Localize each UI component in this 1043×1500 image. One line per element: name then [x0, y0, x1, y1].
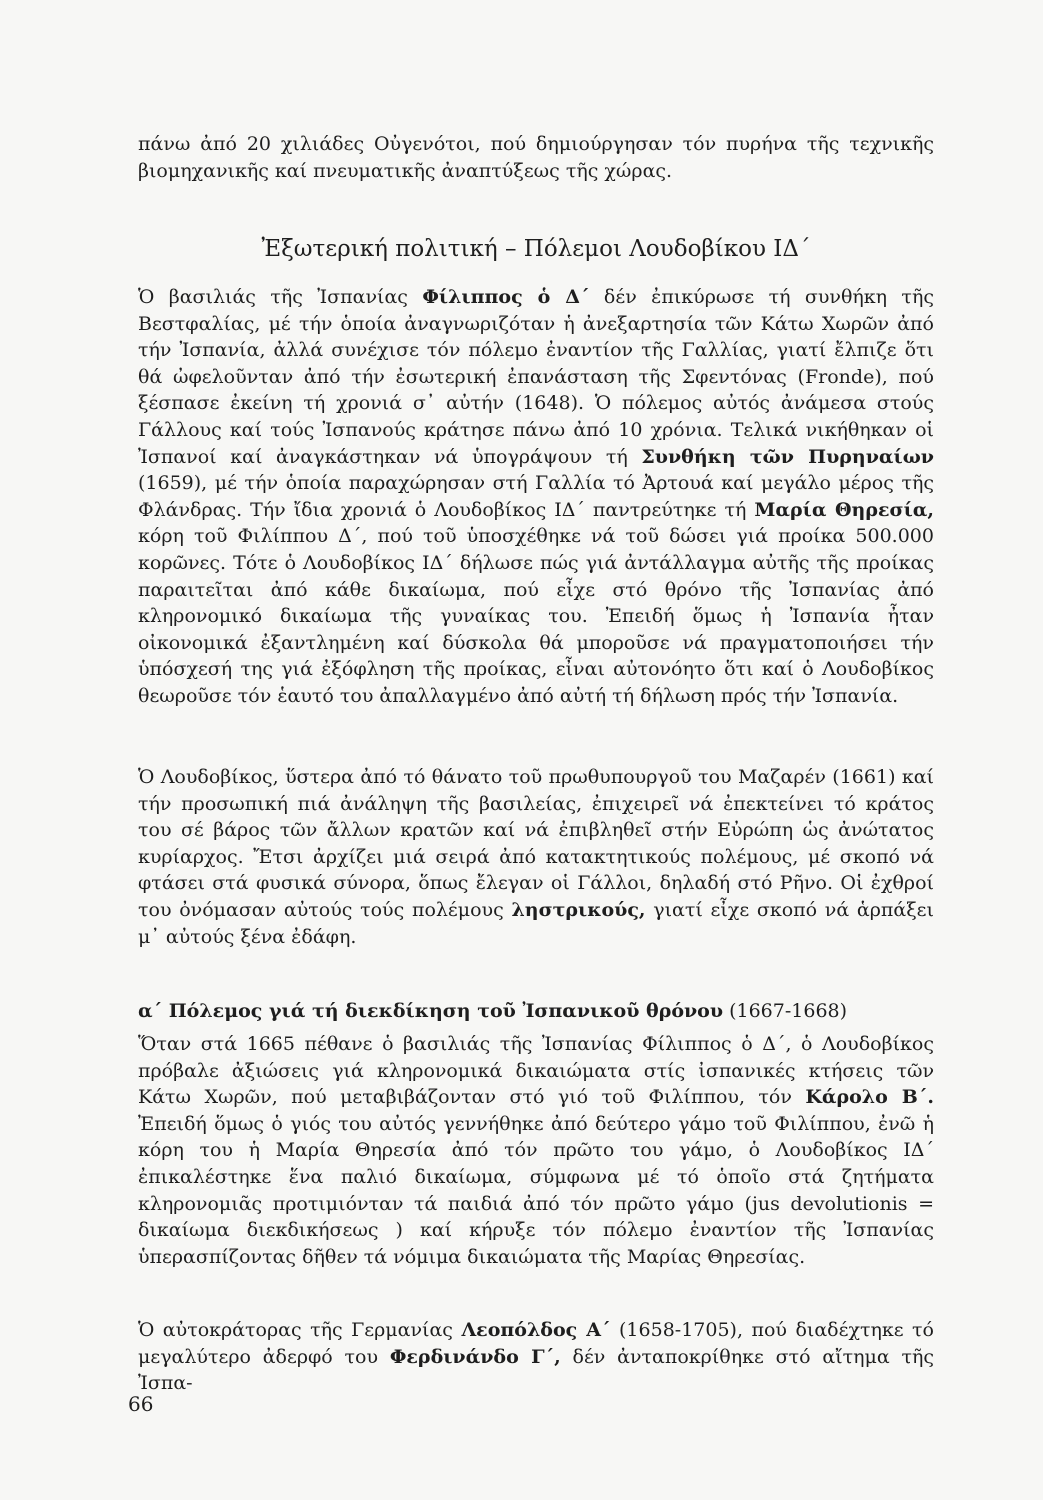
page-number: 66 — [128, 1392, 154, 1416]
text-run: δέν ἀνταποκρίθηκε στό αἴτημα τῆς Ἰσπα- — [138, 1345, 934, 1395]
subheading-bold: α΄ Πόλεμος γιά τή διεκδίκηση τοῦ Ἰσπανικοῦ θρόνου — [138, 1000, 724, 1022]
text-run: Ὁ Λουδοβίκος, ὕστερα ἀπό τό θάνατο τοῦ πρωθυπουργοῦ του Μαζαρέν (1661) καί τήν προσωπική πιά ἀνάληψη τῆς βασιλείας, ἐπιχειρεῖ νά ἐπεκτείνει τό κράτος του σέ βάρος τῶν ἄλλων κρατῶν καί νά ἐπιβληθεῖ στήν Εὐρώπη ὡς ἀνώτατος κυρίαρχος. Ἔτσι ἀρχίζει μιά σειρά ἀπό κατακτητικούς πολέμους, μέ σκοπό νά φτάσει στά φυσικά σύνορα, ὅπως ἔλεγαν οἱ Γάλλοι, δηλαδή στό Ρῆνο. Οἱ ἐχθροί του ὀνόμασαν αὐτούς τούς πολέμους — [138, 766, 934, 921]
bold-term-philip: Φίλιππος ὁ Δ΄ — [422, 286, 590, 308]
text-run: δέν ἐπικύρωσε τή συνθήκη τῆς Βεστφαλίας, μέ τήν ὁποία ἀναγνωριζόταν ἡ ἀνεξαρτησία τῶν Κάτω Χωρῶν ἀπό τήν Ἰσπανία, ἀλλά συνέχισε τόν πόλεμο ἐναντίον τῆς Γαλλίας, γιατί ἔλπιζε ὅτι θά ὠφελοῦνταν ἀπό τήν ἐσωτερική ἐπανάσταση τῆς Σφεντόνας (Fronde), πού ξέσπασε ἐκείνη τή χρονιά σ᾽ αὐτήν (1648). Ὁ πόλεμος αὐτός ἀνάμεσα στούς Γάλλους καί τούς Ἰσπανούς κράτησε πάνω ἀπό 10 χρόνια. Τελικά νικήθηκαν οἱ Ἰσπανοί καί ἀναγκάστηκαν νά ὑπογράψουν τή — [138, 286, 934, 468]
paragraph-philip — [138, 284, 934, 710]
paragraph-louis-wars — [138, 764, 934, 950]
bold-term-charles: Κάρολο Β΄. — [805, 1086, 934, 1109]
intro-paragraph — [138, 131, 934, 184]
bold-term-pyrenees-treaty: Συνθήκη τῶν Πυρηναίων — [641, 445, 934, 468]
text-run: (1658-1705), πού διαδέχτηκε τό μεγαλύτερο ἀδερφό του — [138, 1319, 934, 1368]
subheading-dates: (1667-1668) — [723, 1000, 848, 1022]
intro-text: πάνω ἀπό 20 χιλιάδες Οὐγενότοι, πού δημιούργησαν τόν πυρήνα τῆς τεχνικῆς βιομηχανικῆς καί πνευματικῆς ἀναπτύξεως τῆς χώρας. — [138, 133, 934, 182]
paragraph-devolution — [138, 1031, 934, 1270]
bold-term-ferdinand: Φερδινάνδο Γ΄, — [389, 1345, 561, 1368]
bold-term-maria-theresa: Μαρία Θηρεσία, — [754, 498, 934, 521]
text-run: Ὁ αὐτοκράτορας τῆς Γερμανίας — [138, 1319, 462, 1341]
text-run: Ἐπειδή ὅμως ὁ γιός του αὐτός γεννήθηκε ἀπό δεύτερο γάμο τοῦ Φιλίππου, ἐνῶ ἡ κόρη του ἡ Μαρία Θηρεσία ἀπό τόν πρῶτο του γάμο, ὁ Λουδοβίκος ΙΔ΄ ἐπικαλέστηκε ἕνα παλιό δικαίωμα, σύμφωνα μέ τό ὁποῖο στά ζητήματα κληρονομιᾶς προτιμιόνταν τά παιδιά ἀπό τόν πρῶτο γάμο (jus devolutionis = δικαίωμα διεκδικήσεως ) καί κήρυξε τόν πόλεμο ἐναντίον τῆς Ἰσπανίας ὑπερασπίζοντας δῆθεν τά νόμιμα δικαιώματα τῆς Μαρίας Θηρεσίας. — [138, 1112, 934, 1268]
bold-term-leopold: Λεοπόλδος Α΄ — [461, 1319, 611, 1341]
text-run: Ὅταν στά 1665 πέθανε ὁ βασιλιάς τῆς Ἰσπανίας Φίλιππος ὁ Δ΄, ὁ Λουδοβίκος πρόβαλε ἀξιώσεις γιά κληρονομικά δικαιώματα στίς ἰσπανικές κτήσεις τῶν Κάτω Χωρῶν, πού μεταβιβάζονταν στό γιό τοῦ Φιλίππου, τόν — [138, 1033, 934, 1109]
subheading — [138, 998, 934, 1024]
bold-term-predatory: ληστρικούς, — [511, 898, 646, 921]
text-run: κόρη τοῦ Φιλίππου Δ΄, πού τοῦ ὑποσχέθηκε νά τοῦ δώσει γιά προίκα 500.000 κορῶνες. Τότε ὁ Λουδοβίκος ΙΔ΄ δήλωσε πώς γιά ἀντάλλαγμα αὐτῆς τῆς προίκας παραιτεῖται ἀπό κάθε δικαίωμα, πού εἶχε στό θρόνο τῆς Ἰσπανίας ἀπό κληρονομικό δικαίωμα τῆς γυναίκας του. Ἐπειδή ὅμως ἡ Ἰσπανία ἦταν οἰκονομικά ἐξαντλημένη καί δύσκολα θά μποροῦσε νά πραγματοποιήσει τήν ὑπόσχεσή της γιά ἐξόφληση τῆς προίκας, εἶναι αὐτονόητο ὅτι καί ὁ Λουδοβίκος θεωροῦσε τόν ἑαυτό του ἀπαλλαγμένο ἀπό αὐτή τή δήλωση πρός τήν Ἰσπανία. — [138, 525, 934, 707]
text-run: (1659), μέ τήν ὁποία παραχώρησαν στή Γαλλία τό Ἀρτουά καί μεγάλο μέρος τῆς Φλάνδρας. Τήν ἴδια χρονιά ὁ Λουδοβίκος ΙΔ΄ παντρεύτηκε τή — [138, 472, 934, 521]
section-heading: Ἐξωτερική πολιτική – Πόλεμοι Λουδοβίκου ΙΔ΄ — [261, 236, 811, 262]
paragraph-leopold — [138, 1317, 934, 1397]
text-run: γιατί εἶχε σκοπό νά ἁρπάξει μ᾽ αὐτούς ξένα ἐδάφη. — [138, 898, 934, 948]
text-run: Ὁ βασιλιάς τῆς Ἰσπανίας — [138, 286, 423, 308]
